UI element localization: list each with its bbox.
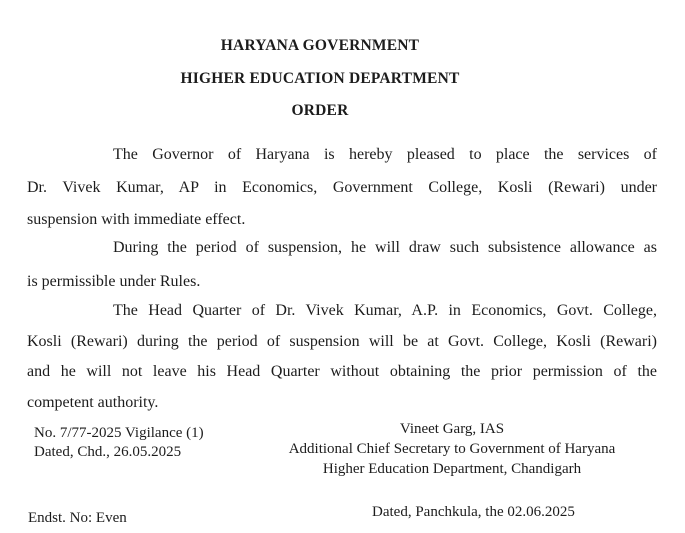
- signatory-department: Higher Education Department, Chandigarh: [322, 461, 582, 477]
- paragraph-3-line-4: competent authority.: [27, 394, 159, 411]
- paragraph-1-line-1: The Governor of Haryana is hereby pleased to place the services of: [113, 146, 657, 163]
- signatory-designation: Additional Chief Secretary to Government of Haryana: [288, 441, 616, 457]
- paragraph-3-line-2: Kosli (Rewari) during the period of suspension will be at Govt. College, Kosli (Rewari): [27, 333, 657, 350]
- header-order-title: ORDER: [291, 102, 349, 119]
- endorsement-date: Dated, Panchkula, the 02.06.2025: [372, 504, 575, 520]
- endorsement-number: Endst. No: Even: [28, 510, 127, 526]
- paragraph-3-line-1: The Head Quarter of Dr. Vivek Kumar, A.P. in Economics, Govt. College,: [113, 302, 657, 319]
- paragraph-2-line-1: During the period of suspension, he will draw such subsistence allowance as: [113, 239, 657, 256]
- paragraph-1-line-2: Dr. Vivek Kumar, AP in Economics, Government College, Kosli (Rewari) under: [27, 179, 657, 196]
- paragraph-2-line-2: is permissible under Rules.: [27, 273, 201, 290]
- signatory-name: Vineet Garg, IAS: [399, 421, 505, 437]
- header-department: HIGHER EDUCATION DEPARTMENT: [180, 70, 460, 87]
- reference-number: No. 7/77-2025 Vigilance (1): [34, 425, 204, 441]
- reference-date: Dated, Chd., 26.05.2025: [34, 444, 182, 460]
- header-government: HARYANA GOVERNMENT: [220, 37, 420, 54]
- paragraph-1-line-3: suspension with immediate effect.: [27, 211, 246, 228]
- paragraph-3-line-3: and he will not leave his Head Quarter without obtaining the prior permission of the: [27, 363, 657, 380]
